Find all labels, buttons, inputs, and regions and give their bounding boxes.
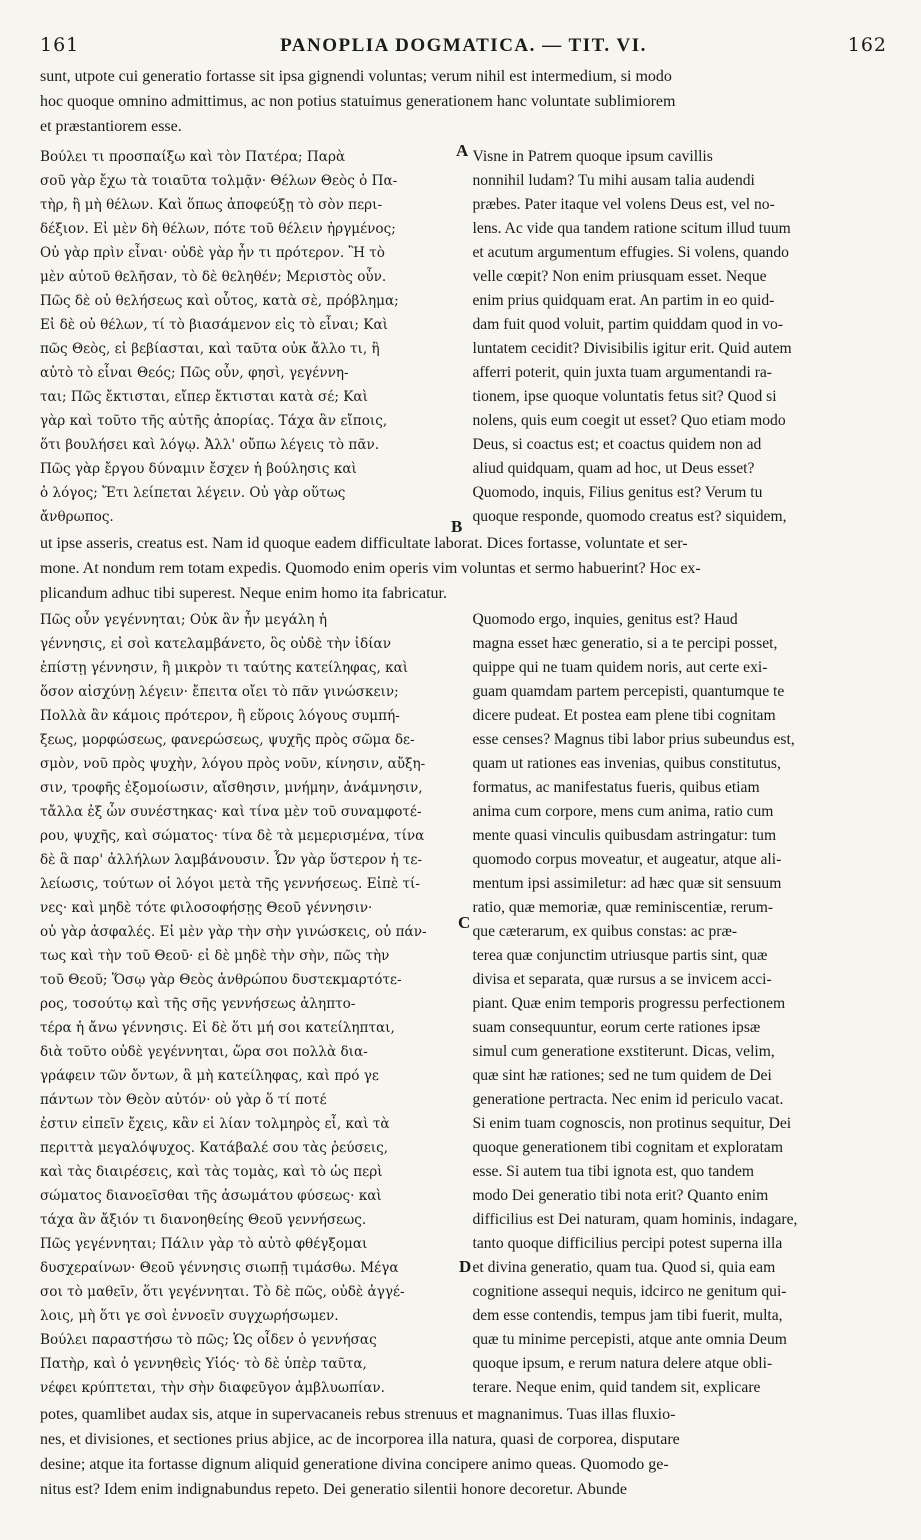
text-line: λοις, μὴ ὅτι γε σοὶ ἐννοεῖν συγχωρήσωμεν. [40,1308,339,1324]
text-line: quæ tu minime percepisti, atque ante omnia Deum [472,1331,787,1348]
text-line: quippe qui ne tuam quidem noris, aut certe exi- [472,659,768,676]
text-line: terea quæ conjunctim utriusque partis sint, quæ [472,947,768,964]
section-1 [40,145,887,529]
text-line: potes, quamlibet audax sis, atque in supervacaneis rebus strenuus et magnanimus. Tuas illas fluxio- [40,1406,676,1423]
text-line: anima cum corpore, mens cum anima, ratio cum [472,803,774,820]
text-line: sunt, utpote cui generatio fortasse sit ipsa gignendi voluntas; verum nihil est intermedium, si modo [40,68,672,85]
text-line: οὐ γὰρ ἀσφαλές. Εἰ μὲν γὰρ τὴν σὴν γινώσκεις, οὐ πάν- [40,924,427,940]
text-line: nes, et divisiones, et sectiones prius abjice, ac de incorporea illa natura, quasi de corporea, disputare [40,1431,680,1448]
text-line: mente quasi vinculis quibusdam astringatur: tum [472,827,777,844]
text-line: generatione pertracta. Nec enim id periculo vacat. [472,1091,784,1108]
text-line: mentum ipsi assimiletur: ad hæc quæ sit sensuum [472,875,782,892]
final-paragraph [40,1402,887,1502]
intro-paragraph [40,64,887,139]
text-line: velle cœpit? Non enim priusquam esset. Neque [472,268,767,285]
text-line: τοῦ Θεοῦ; Ὅσῳ γὰρ Θεὸς ἀνθρώπου δυστεκμαρτότε- [40,972,402,988]
text-line: δὲ ἃ παρ' ἀλλήλων λαμβάνουσιν. Ὧν γὰρ ὕστερον ἡ τε- [40,852,423,868]
text-line: Visne in Patrem quoque ipsum cavillis [472,148,713,165]
text-line: ὅσον αἰσχύνῃ λέγειν· ἔπειτα οἴει τὸ πᾶν γινώσκειν; [40,684,399,700]
text-line: σώματος διανοεῖσθαι τῆς ἀσωμάτου φύσεως· καὶ [40,1188,382,1204]
text-line: τως καὶ τὴν τοῦ Θεοῦ· εἰ δὲ μηδὲ τὴν σὴν, πῶς τὴν [40,948,390,964]
text-line: quoque generationem tibi cognitam et exploratam [472,1139,783,1156]
running-title: PANOPLIA DOGMATICA. — TIT. VI. [280,35,647,56]
greek-column-1 [40,145,455,529]
text-line: nitus est? Idem enim indignabundus repeto. Dei generatio silentii honore decoretur. Abunde [40,1481,627,1498]
text-line: σιν, τροφῆς ἐξομοίωσιν, αἴσθησιν, μνήμην, ἀνάμνησιν, [40,780,423,796]
text-line: τάχα ἂν ἄξιόν τι διανοηθείης Θεοῦ γεννήσεως. [40,1212,367,1228]
text-line: Εἰ δὲ οὐ θέλων, τί τὸ βιασάμενον εἰς τὸ εἶναι; Καὶ [40,317,388,333]
text-line: mone. At nondum rem totam expedis. Quomodo enim operis vim voluntas et sermo habuerint? Hoc ex- [40,560,701,577]
margin-marker-d: D [459,1257,472,1276]
text-line: τὴρ, ἢ μὴ θέλων. Καὶ ὅπως ἀποφεύξῃ τὸ σὸν περι- [40,197,383,213]
text-line: νέφει κρύπτεται, τὴν σὴν διαφεῦγον ἀμβλυωπίαν. [40,1380,385,1396]
text-line: enim prius quidquam erat. An partim in eo quid- [472,292,775,309]
text-line: guam quamdam partem percepisti, quantumque te [472,683,785,700]
text-line: dem esse contendis, tempus jam tibi fuerit, multa, [472,1307,783,1324]
text-line: magna esset hæc generatio, si a te percipi posset, [472,635,778,652]
text-line: piant. Quæ enim temporis progressu perfectionem [472,995,786,1012]
text-line: tionem, ipse quoque voluntatis fetus sit? Quod si [472,388,777,405]
text-line: tanto quoque difficilius percipi potest superna illa [472,1235,783,1252]
text-line: lens. Ac vide qua tandem ratione scitum illud tuum [472,220,791,237]
margin-marker-a: A [456,141,469,160]
text-line: dicere pudeat. Et postea eam plene tibi cognitam [472,707,776,724]
text-line: et divina generatio, quam tua. Quod si, quia eam [472,1259,776,1276]
text-line: nolens, quis eum coegit ut esset? Quo etiam modo [472,412,786,429]
text-line: quomodo corpus moveatur, et augeatur, atque ali- [472,851,782,868]
text-line: ratio, quæ memoriæ, quæ reminiscentiæ, rerum- [472,899,774,916]
left-page-number: 161 [40,34,80,56]
middle-paragraph [40,531,887,606]
text-line: γέννησις, εἰ σοὶ κατελαμβάνετο, ὃς οὐδὲ τὴν ἰδίαν [40,636,391,652]
text-line: Πῶς δὲ οὐ θελήσεως καὶ οὗτος, κατὰ σὲ, πρόβλημα; [40,293,399,309]
text-line: Βούλει παραστήσω τὸ πῶς; Ὡς οἶδεν ὁ γεννήσας [40,1332,377,1348]
text-line: ρος, τοσούτῳ καὶ τῆς σῆς γεννήσεως ἀληπτο- [40,996,356,1012]
text-line: γράφειν τῶν ὄντων, ἃ μὴ κατείληφας, καὶ πρό γε [40,1068,379,1084]
text-line: ρου, ψυχῆς, καὶ σώματος· τίνα δὲ τὰ μεμερισμένα, τίνα [40,828,425,844]
text-line: περιττὰ μεγαλόψυχος. Κατάβαλέ σου τὰς ῥεύσεις, [40,1140,389,1156]
text-line: quam ut rationes eas invenias, quibus constitutus, [472,755,781,772]
text-line: præbes. Pater itaque vel volens Deus est, vel no- [472,196,775,213]
text-line: que cæterarum, ex quibus constas: ac præ- [472,923,738,940]
text-line: terare. Neque enim, quid tandem sit, explicare [472,1379,761,1396]
right-page-number: 162 [847,34,887,56]
text-line: Οὐ γὰρ πρὶν εἶναι· οὐδὲ γὰρ ἦν τι πρότερον. Ἢ τὸ [40,245,385,261]
text-line: desine; atque ita fortasse dignum aliquid generatione divina concipere animo queas. Quomodo ge- [40,1456,669,1473]
text-line: πῶς Θεὸς, εἰ βεβίασται, καὶ ταῦτα οὐκ ἄλλο τι, ἢ [40,341,380,357]
text-line: ται; Πῶς ἔκτισται, εἴπερ ἔκτισται κατὰ σέ; Καὶ [40,389,368,405]
text-line: μὲν αὐτοῦ θελῆσαν, τὸ δὲ θεληθέν; Μεριστὸς οὖν. [40,269,387,285]
text-line: quoque responde, quomodo creatus est? siquidem, [472,508,787,525]
text-line: luntatem cecidit? Divisibilis igitur erit. Quid autem [472,340,792,357]
text-line: afferri poterit, quin juxta tuam argumentandi ra- [472,364,773,381]
margin-marker-b: B [451,517,463,536]
greek-column-2 [40,608,455,1400]
text-line: πάντων τὸν Θεὸν αὐτόν· οὐ γὰρ ὅ τί ποτέ [40,1092,327,1108]
text-line: difficilius est Dei naturam, quam hominis, indagare, [472,1211,798,1228]
text-line: λείωσις, τούτων οἱ λόγοι μετὰ τῆς γεννήσεως. Εἰπὲ τί- [40,876,420,892]
text-line: σμὸν, νοῦ πρὸς ψυχὴν, λόγου πρὸς νοῦν, κίνησιν, αὔξη- [40,756,426,772]
text-line: ut ipse asseris, creatus est. Nam id quoque eadem difficultate laborat. Dices fortasse, voluntate et ser- [40,535,688,552]
text-line: Πατὴρ, καὶ ὁ γεννηθεὶς Υἱός· τὸ δὲ ὑπὲρ ταῦτα, [40,1356,367,1372]
text-line: hoc quoque omnino admittimus, ac non potius statuimus generationem hanc voluntate sublimiorem [40,93,676,110]
text-line: διὰ τοῦτο οὐδὲ γεγέννηται, ὥρα σοι πολλὰ δια- [40,1044,368,1060]
text-line: formatus, ac manifestatus fueris, quibus etiam [472,779,760,796]
text-line: divisa et separata, quæ rursus a se invicem acci- [472,971,772,988]
text-line: Πολλὰ ἂν κάμοις πρότερον, ἢ εὕροις λόγους συμπή- [40,708,400,724]
section-2 [40,608,887,1400]
text-line: καὶ τὰς διαιρέσεις, καὶ τὰς τομὰς, καὶ τὸ ὡς περὶ [40,1164,383,1180]
text-line: esse. Si autem tua tibi ignota est, quo tandem [472,1163,755,1180]
text-line: νες· καὶ μηδὲ τότε φιλοσοφήσῃς Θεοῦ γέννησιν· [40,900,373,916]
text-line: ἐστιν εἰπεῖν ἔχεις, κἂν εἰ λίαν τολμηρὸς εἶ, καὶ τὰ [40,1116,390,1132]
text-line: et præstantiorem esse. [40,118,182,135]
text-line: modo Dei generatio tibi nota erit? Quanto enim [472,1187,769,1204]
text-line: cognitione assequi nequis, idcirco ne genitum qui- [472,1283,787,1300]
text-line: Πῶς γεγέννηται; Πάλιν γὰρ τὸ αὐτὸ φθέγξομαι [40,1236,368,1252]
text-line: σοῦ γὰρ ἔχω τὰ τοιαῦτα τολμᾷν· Θέλων Θεὸς ὁ Πα- [40,173,398,189]
text-line: Deus, si coactus est; et coactus quidem non ad [472,436,762,453]
text-line: γὰρ καὶ τοῦτο τῆς αὐτῆς ἀπορίας. Τάχα ἂν εἴποις, [40,413,388,429]
text-line: dam fuit quod voluit, partim quiddam quod in vo- [472,316,784,333]
text-line: τἄλλα ἐξ ὧν συνέστηκας· καὶ τίνα μὲν τοῦ συναμφοτέ- [40,804,422,820]
text-line: Si enim tuam cognoscis, non protinus sequitur, Dei [472,1115,792,1132]
text-line: Quomodo, inquis, Filius genitus est? Verum tu [472,484,763,501]
text-line: simul cum generatione exstiterunt. Dicas, velim, [472,1043,775,1060]
margin-marker-c: C [458,913,471,932]
text-line: δυσχεραίνων· Θεοῦ γέννησις σιωπῇ τιμάσθω. Μέγα [40,1260,399,1276]
text-line: ἄνθρωπος. [40,509,114,525]
latin-column-1 [473,145,888,529]
text-line: δέξιον. Εἰ μὲν δὴ θέλων, πότε τοῦ θέλειν ἠργμένος; [40,221,396,237]
text-line: ὁ λόγος; Ἔτι λείπεται λέγειν. Οὐ γὰρ οὕτως [40,485,346,501]
text-line: et acutum argumentum effugies. Si volens, quando [472,244,789,261]
text-line: ξεως, μορφώσεως, φανερώσεως, ψυχῆς πρὸς σῶμα δε- [40,732,415,748]
text-line: Quomodo ergo, inquies, genitus est? Haud [472,611,738,628]
text-line: ἐπίστῃ γέννησιν, ἢ μικρὸν τι ταύτης κατείληφας, καὶ [40,660,409,676]
text-line: aliud quidquam, quam ad hoc, ut Deus esset? [472,460,755,477]
text-line: ὅτι βουλήσει καὶ λόγῳ. Ἀλλ' οὔπω λέγεις τὸ πᾶν. [40,437,380,453]
text-line: esse censes? Magnus tibi labor prius subeundus est, [472,731,795,748]
text-line: quoque ipsum, e rerum natura delere atque obli- [472,1355,773,1372]
text-line: Πῶς οὖν γεγέννηται; Οὐκ ἂν ἦν μεγάλη ἡ [40,612,327,628]
text-line: Βούλει τι προσπαίξω καὶ τὸν Πατέρα; Παρὰ [40,149,346,165]
text-line: plicandum adhuc tibi superest. Neque enim homo ita fabricatur. [40,585,447,602]
text-line: suam consequuntur, eorum certe rationes ipsæ [472,1019,761,1036]
running-header [40,34,887,64]
latin-column-2 [473,608,888,1400]
text-line: nonnihil ludam? Tu mihi ausam talia audendi [472,172,755,189]
text-line: quæ sint hæ rationes; sed ne tum quidem de Dei [472,1067,772,1084]
text-line: αὐτὸ τὸ εἶναι Θεός; Πῶς οὖν, φησὶ, γεγέννη- [40,365,349,381]
text-line: Πῶς γὰρ ἔργου δύναμιν ἔσχεν ἡ βούλησις καὶ [40,461,357,477]
text-line: σοι τὸ μαθεῖν, ὅτι γεγέννηται. Τὸ δὲ πῶς, οὐδὲ ἀγγέ- [40,1284,405,1300]
text-line: τέρα ἡ ἄνω γέννησις. Εἰ δὲ ὅτι μή σοι κατείληπται, [40,1020,395,1036]
